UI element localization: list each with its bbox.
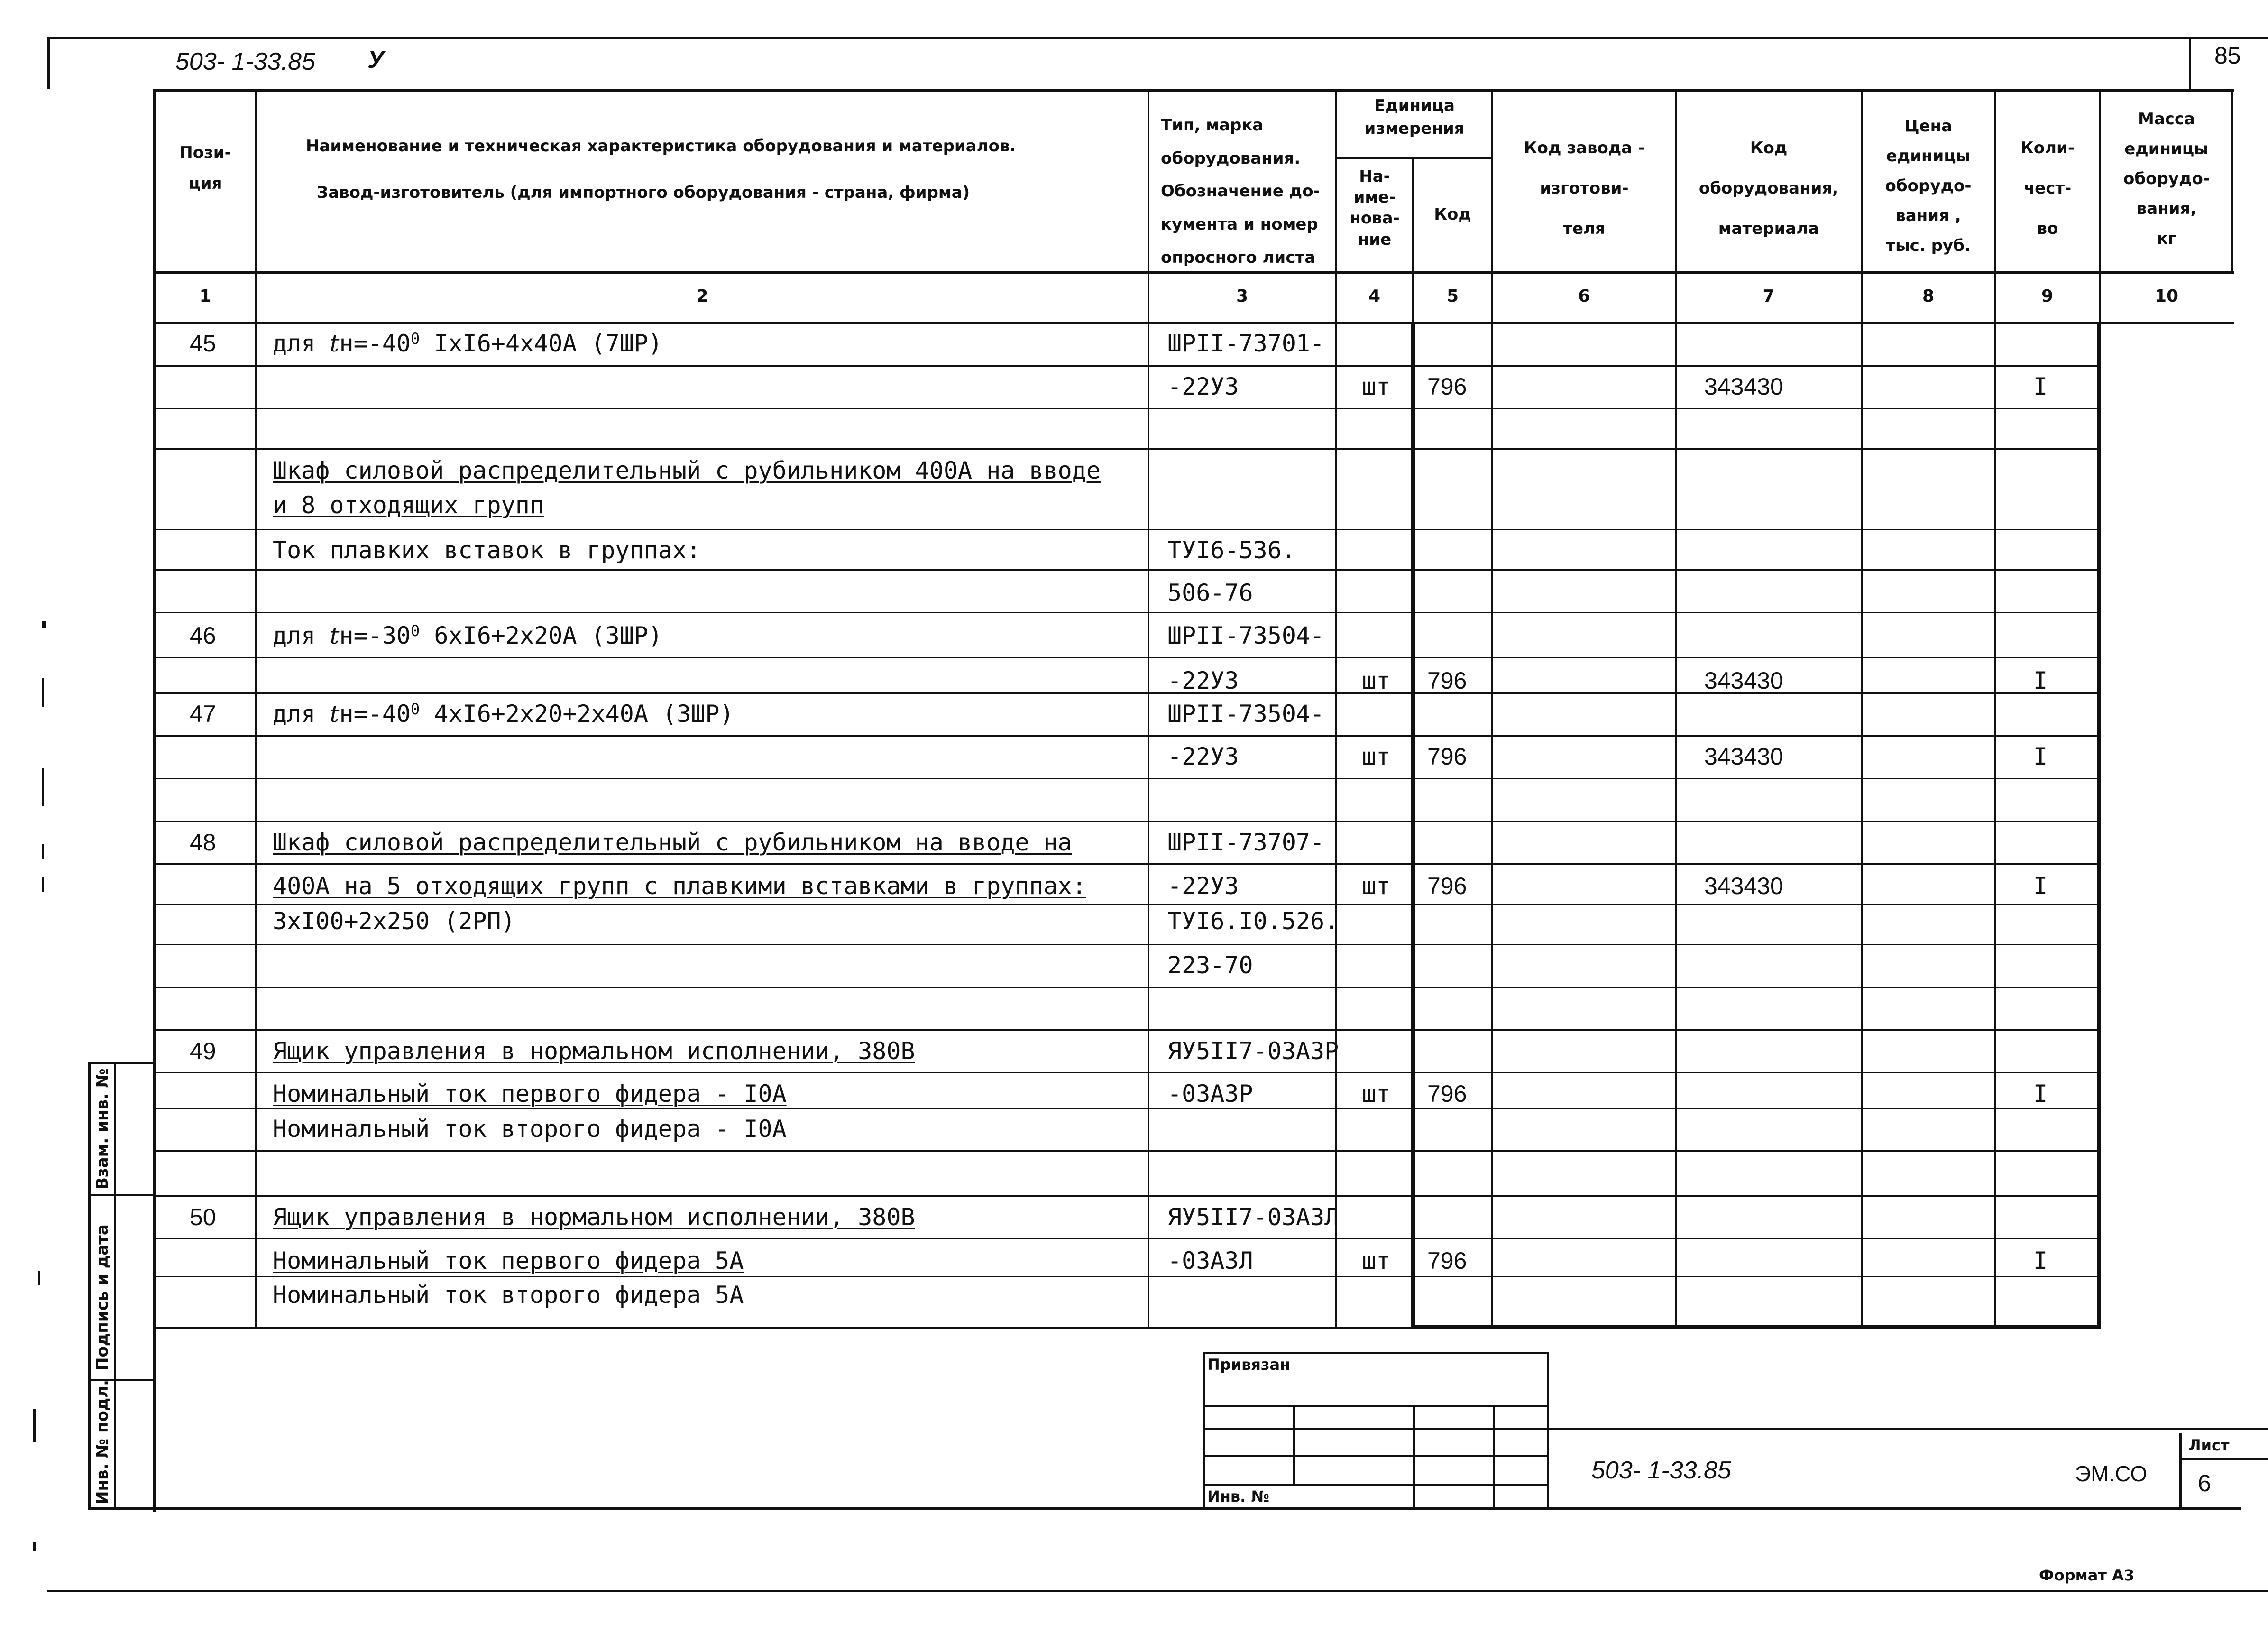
row-type: -03А3Р bbox=[1167, 1080, 1253, 1108]
row-name-temp: н=-40 bbox=[339, 330, 411, 357]
row-unit-code: 796 bbox=[1427, 373, 1467, 400]
row-unit-code: 796 bbox=[1427, 667, 1467, 694]
row-position: 49 bbox=[190, 1038, 216, 1064]
row-line bbox=[153, 408, 2101, 409]
row-line bbox=[153, 529, 2101, 530]
row-line bbox=[153, 692, 2101, 694]
colnum-2: 2 bbox=[696, 286, 708, 306]
side-vzam-label: Взам. инв. № bbox=[93, 1068, 112, 1190]
row-type: ТУI6.I0.526. bbox=[1167, 907, 1339, 935]
row-name: Ток плавких вставок в группах: bbox=[273, 536, 701, 564]
row-line bbox=[153, 904, 2101, 905]
margin-mark bbox=[33, 1542, 36, 1551]
stamp-col-1 bbox=[1293, 1405, 1295, 1484]
row-name bbox=[273, 329, 662, 358]
row-type: 223-70 bbox=[1167, 951, 1253, 979]
col-line-3 bbox=[1335, 89, 1337, 1327]
row-line bbox=[153, 1195, 2101, 1197]
header-mass: Масса единицы оборудо- вания, кг bbox=[2123, 110, 2210, 248]
stamp-list-label: Лист bbox=[2188, 1436, 2230, 1454]
row-name: и 8 отходящих групп bbox=[273, 491, 544, 519]
row-position: 45 bbox=[190, 330, 216, 357]
doc-code-top: 503- 1-33.85 bbox=[175, 48, 315, 75]
header-factory-code: Код завода - изготови- теля bbox=[1524, 138, 1645, 238]
row-equipment-code: 343430 bbox=[1704, 667, 1783, 694]
row-type: -22У3 bbox=[1167, 667, 1239, 694]
row-equipment-code: 343430 bbox=[1704, 373, 1783, 400]
row-quantity: I bbox=[2033, 743, 2048, 770]
bold-line-9 bbox=[2097, 324, 2101, 1329]
degree-mark: 0 bbox=[411, 700, 420, 718]
row-name-prefix: для bbox=[273, 622, 330, 649]
colnum-3: 3 bbox=[1236, 286, 1249, 306]
header-equipment-code: Код оборудования, материала bbox=[1699, 138, 1839, 238]
row-type: ЯУ5II7-03А3Р bbox=[1167, 1037, 1339, 1065]
header-unit-code: Код bbox=[1434, 205, 1471, 224]
bold-line-5 bbox=[1411, 324, 1415, 1329]
col-line-2 bbox=[1148, 89, 1149, 1327]
colnum-9: 9 bbox=[2041, 286, 2054, 306]
row-quantity: I bbox=[2033, 667, 2048, 694]
margin-mark bbox=[42, 678, 44, 707]
row-name-prefix: для bbox=[273, 330, 330, 357]
margin-mark bbox=[33, 1409, 36, 1442]
row-quantity: I bbox=[2033, 1080, 2048, 1108]
row-name bbox=[273, 700, 734, 728]
stamp-row-2 bbox=[1203, 1428, 1549, 1430]
col-line-1 bbox=[255, 89, 257, 1327]
row-line bbox=[153, 323, 2101, 324]
row-name: 400А на 5 отходящих групп с плавкими вставками в группах: bbox=[273, 872, 1086, 900]
row-type: ШРII-73504- bbox=[1167, 622, 1325, 649]
row-line bbox=[153, 448, 2101, 450]
table-top-line bbox=[153, 89, 2234, 92]
row-name: Шкаф силовой распределительный с рубильником 400А на вводе bbox=[273, 457, 1101, 484]
stamp-row-4 bbox=[1203, 1484, 1549, 1486]
row-unit: шт bbox=[1362, 1080, 1391, 1108]
row-line bbox=[153, 944, 2101, 945]
row-position: 47 bbox=[190, 701, 216, 727]
header-quantity: Коли- чест- во bbox=[2020, 138, 2075, 238]
row-line bbox=[153, 987, 2101, 988]
degree-mark: 0 bbox=[411, 622, 420, 640]
row-unit-code: 796 bbox=[1427, 743, 1467, 770]
row-line bbox=[153, 1327, 2101, 1329]
row-line bbox=[153, 569, 2101, 571]
row-line bbox=[153, 1238, 2101, 1239]
corner-line bbox=[2189, 37, 2191, 89]
stamp-col-3 bbox=[1493, 1405, 1495, 1508]
row-type: -03А3Л bbox=[1167, 1247, 1253, 1274]
side-inner bbox=[114, 1062, 116, 1508]
row-type: ШРII-73504- bbox=[1167, 700, 1325, 728]
row-line bbox=[153, 735, 2101, 737]
row-position: 46 bbox=[190, 622, 216, 649]
row-unit-code: 796 bbox=[1427, 1247, 1467, 1274]
stamp-top bbox=[1203, 1352, 1549, 1354]
stamp-row-3 bbox=[1203, 1455, 1549, 1457]
row-line bbox=[153, 1150, 2101, 1152]
row-unit: шт bbox=[1362, 743, 1391, 770]
row-line bbox=[153, 1029, 2101, 1031]
row-line bbox=[153, 821, 2101, 822]
row-line bbox=[153, 778, 2101, 779]
row-name: 3xI00+2x250 (2РП) bbox=[273, 907, 515, 935]
colnum-1: 1 bbox=[199, 286, 211, 306]
row-equipment-code: 343430 bbox=[1704, 743, 1783, 770]
row-type: ШРII-73707- bbox=[1167, 829, 1325, 856]
row-line bbox=[153, 365, 2101, 367]
header-type: Тип, марка оборудования. Обозначение до- кумента и номер опросного листа bbox=[1161, 116, 1320, 267]
temp-symbol: t bbox=[330, 700, 340, 728]
row-type: 506-76 bbox=[1167, 579, 1253, 607]
header-price: Цена единицы оборудо- вания , тыс. руб. bbox=[1885, 117, 1972, 255]
row-line bbox=[153, 1276, 2101, 1277]
col-line-5 bbox=[1491, 89, 1493, 1327]
header-unit: Единица измерения bbox=[1364, 96, 1465, 138]
row-name: Номинальный ток первого фидера - I0А bbox=[273, 1080, 787, 1108]
row-line bbox=[153, 863, 2101, 865]
side-inv-label: Инв. № подл. bbox=[93, 1379, 112, 1505]
header-unit-name: На- име- нова- ние bbox=[1350, 167, 1400, 249]
frame-left bbox=[47, 37, 50, 89]
row-type: ЯУ5II7-03А3Л bbox=[1167, 1203, 1339, 1231]
row-name-spec: IxI6+4x40А (7ШР) bbox=[420, 330, 663, 357]
list-box-left bbox=[2179, 1433, 2182, 1508]
stamp-col-2 bbox=[1413, 1405, 1415, 1508]
colnum-10: 10 bbox=[2154, 286, 2179, 306]
stamp-row-1 bbox=[1203, 1405, 1549, 1407]
doc-code-suffix: У bbox=[367, 46, 385, 74]
colnum-6: 6 bbox=[1578, 286, 1590, 306]
colnum-4: 4 bbox=[1368, 286, 1381, 306]
row-name-temp: н=-30 bbox=[339, 622, 411, 649]
side-outer-left bbox=[88, 1062, 91, 1508]
col-line-8 bbox=[1994, 89, 1996, 1327]
margin-mark bbox=[42, 621, 46, 628]
row-name-prefix: для bbox=[273, 700, 330, 728]
margin-mark bbox=[42, 844, 44, 859]
side-podpis-label: Подпись и дата bbox=[93, 1224, 112, 1371]
col-line-7 bbox=[1861, 89, 1863, 1327]
side-bottom bbox=[88, 1507, 2241, 1510]
row-quantity: I bbox=[2033, 872, 2048, 900]
row-quantity: I bbox=[2033, 373, 2048, 400]
row-line bbox=[153, 1072, 2101, 1073]
list-box-sep bbox=[2179, 1458, 2268, 1460]
side-top bbox=[88, 1062, 155, 1064]
margin-mark bbox=[38, 1271, 40, 1285]
row-position: 50 bbox=[190, 1204, 216, 1230]
row-name: Номинальный ток первого фидера 5А bbox=[273, 1247, 744, 1274]
row-line bbox=[153, 612, 2101, 613]
row-type: -22У3 bbox=[1167, 373, 1239, 400]
stamp-privyazan: Привязан bbox=[1207, 1356, 1291, 1374]
side-sep-1 bbox=[88, 1194, 155, 1196]
colnum-5: 5 bbox=[1446, 286, 1459, 306]
stamp-list-number: 6 bbox=[2198, 1470, 2211, 1496]
row-type: ШРII-73701- bbox=[1167, 330, 1325, 357]
stamp-doc-code: 503- 1-33.85 bbox=[1591, 1457, 1731, 1484]
row-name: Номинальный ток второго фидера 5А bbox=[273, 1281, 744, 1309]
row-name: Ящик управления в нормальном исполнении, 380В bbox=[273, 1203, 915, 1231]
frame-top bbox=[47, 37, 2268, 39]
row-name-spec: 6xI6+2x20А (3ШР) bbox=[420, 622, 663, 649]
row-type: -22У3 bbox=[1167, 872, 1239, 900]
row-name: Ящик управления в нормальном исполнении, 380В bbox=[273, 1037, 915, 1065]
header-name-line2: Завод-изготовитель (для импортного оборудования - страна, фирма) bbox=[317, 183, 970, 202]
row-unit-code: 796 bbox=[1427, 1080, 1467, 1107]
margin-mark bbox=[42, 877, 44, 892]
margin-mark bbox=[42, 768, 44, 806]
row-name: Номинальный ток второго фидера - I0А bbox=[273, 1115, 787, 1143]
header-name-line1: Наименование и техническая характеристика оборудования и материалов. bbox=[306, 137, 1016, 156]
degree-mark: 0 bbox=[411, 330, 420, 348]
row-name-temp: н=-40 bbox=[339, 700, 411, 728]
format-label: Формат А3 bbox=[2039, 1566, 2135, 1584]
row-line bbox=[153, 657, 2101, 658]
row-type: ТУI6-536. bbox=[1167, 536, 1296, 564]
row-unit: шт bbox=[1362, 872, 1391, 900]
stamp-mark: ЭМ.СО bbox=[2075, 1461, 2148, 1486]
stamp-inv: Инв. № bbox=[1207, 1487, 1269, 1505]
page-corner-number: 85 bbox=[2214, 42, 2241, 69]
col-line-6 bbox=[1675, 89, 1677, 1327]
row-unit: шт bbox=[1362, 1247, 1391, 1274]
row-equipment-code: 343430 bbox=[1704, 873, 1783, 899]
temp-symbol: t bbox=[330, 622, 340, 649]
row-name bbox=[273, 621, 662, 650]
row-type: -22У3 bbox=[1167, 743, 1239, 770]
colnum-8: 8 bbox=[1922, 286, 1935, 306]
colnum-7: 7 bbox=[1763, 286, 1775, 306]
row-unit: шт bbox=[1362, 667, 1391, 694]
code-box-top bbox=[1549, 1428, 2268, 1430]
row-unit-code: 796 bbox=[1427, 873, 1467, 899]
bottom-format-line bbox=[47, 1590, 2268, 1592]
row-name: Шкаф силовой распределительный с рубильником на вводе на bbox=[273, 829, 1072, 856]
row-unit: шт bbox=[1362, 373, 1391, 400]
header-position: Пози- ция bbox=[179, 143, 231, 193]
row-quantity: I bbox=[2033, 1247, 2048, 1274]
temp-symbol: t bbox=[330, 330, 340, 357]
row-position: 48 bbox=[190, 829, 216, 856]
row-name-spec: 4xI6+2x20+2x40А (3ШР) bbox=[420, 700, 734, 728]
